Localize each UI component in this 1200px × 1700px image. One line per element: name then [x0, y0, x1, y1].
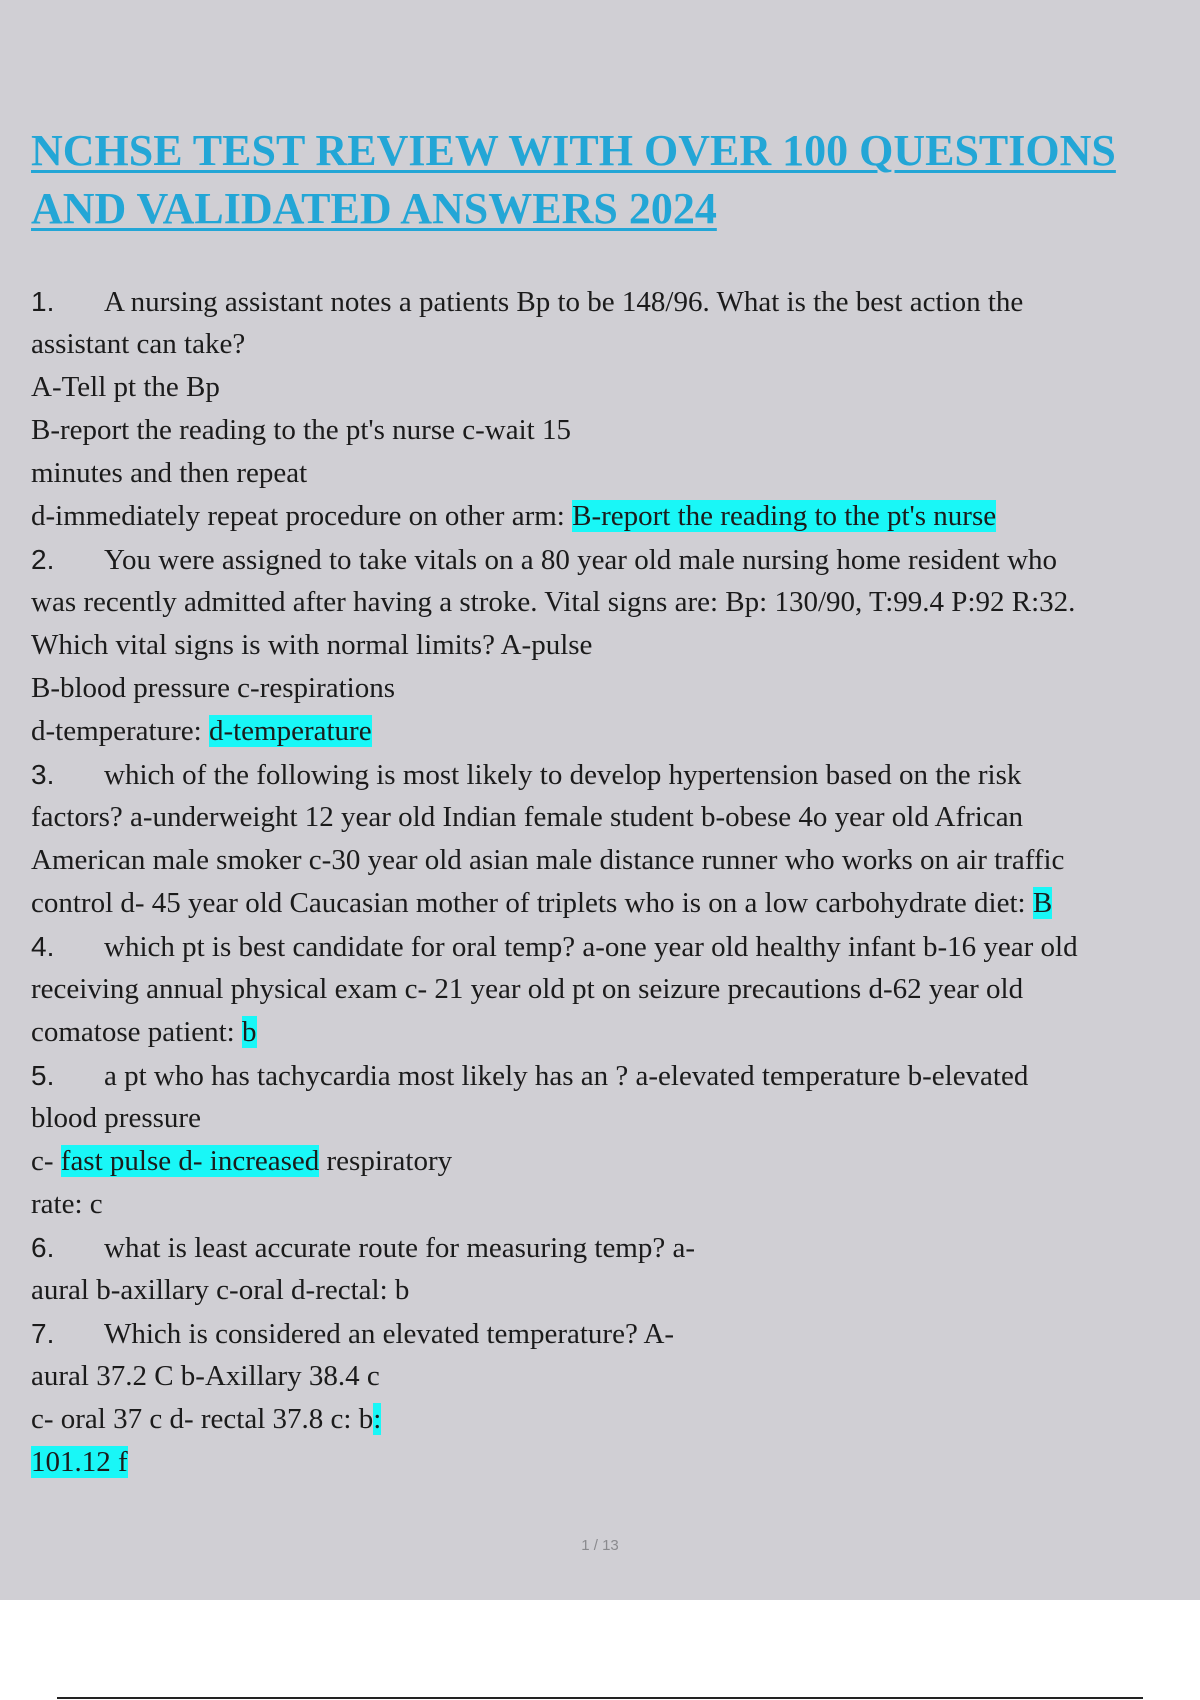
option-line: c- oral 37 c d- rectal 37.8 c: b:: [31, 1403, 382, 1435]
highlighted-answer: b: [242, 1016, 257, 1048]
question-line: 5. a pt who has tachycardia most likely has an ? a-elevated temperature b-elevated: [31, 1054, 1200, 1097]
page-indicator: 1 / 13: [581, 1537, 619, 1554]
option-line: minutes and then repeat: [31, 457, 308, 489]
question-1: [31, 280, 1200, 538]
question-line: 7. Which is considered an elevated temperature? A-: [31, 1312, 1200, 1355]
divider: [57, 1697, 1143, 1699]
question-list: [31, 280, 1200, 1484]
question-line: comatose patient: b: [31, 1016, 257, 1048]
option-line: B-report the reading to the pt's nurse c-wait 15: [31, 414, 571, 446]
question-2: [31, 538, 1200, 753]
question-6: [31, 1226, 1200, 1312]
option-line: d-temperature: d-temperature: [31, 715, 372, 747]
question-line: control d- 45 year old Caucasian mother of triplets who is on a low carbohydrate diet: B: [31, 887, 1053, 919]
question-line: 1. A nursing assistant notes a patients Bp to be 148/96. What is the best action the: [31, 280, 1200, 323]
question-line: blood pressure: [31, 1102, 201, 1134]
highlighted-answer: :: [373, 1403, 382, 1435]
question-line: was recently admitted after having a stroke. Vital signs are: Bp: 130/90, T:99.4 P:92 R:32.: [31, 586, 1076, 618]
option-line: rate: c: [31, 1188, 103, 1220]
question-line: assistant can take?: [31, 328, 246, 360]
question-number: 5.: [31, 1060, 55, 1091]
title-line-2: AND VALIDATED ANSWERS 2024: [31, 184, 717, 233]
option-line: A-Tell pt the Bp: [31, 371, 220, 403]
question-line: 4. which pt is best candidate for oral temp? a-one year old healthy infant b-16 year old: [31, 925, 1200, 968]
question-number: 2.: [31, 544, 55, 575]
question-line: 2. You were assigned to take vitals on a 80 year old male nursing home resident who: [31, 538, 1200, 581]
highlighted-answer: 101.12 f: [31, 1446, 128, 1478]
question-line: 3. which of the following is most likely to develop hypertension based on the risk: [31, 753, 1200, 796]
question-number: 7.: [31, 1318, 55, 1349]
question-number: 4.: [31, 931, 55, 962]
question-number: 6.: [31, 1232, 55, 1263]
question-number: 1.: [31, 286, 55, 317]
option-line: d-immediately repeat procedure on other arm: B-report the reading to the pt's nurse: [31, 500, 997, 532]
question-5: [31, 1054, 1200, 1226]
question-line: factors? a-underweight 12 year old Indian female student b-obese 4o year old African: [31, 801, 1024, 833]
option-line: B-blood pressure c-respirations: [31, 672, 396, 704]
option-line: aural 37.2 C b-Axillary 38.4 c: [31, 1360, 380, 1392]
question-7: [31, 1312, 1200, 1484]
question-line: receiving annual physical exam c- 21 year old pt on seizure precautions d-62 year old: [31, 973, 1024, 1005]
highlighted-answer: fast pulse d- increased: [60, 1145, 320, 1177]
option-line: c- fast pulse d- increased respiratory: [31, 1145, 453, 1177]
option-line: [31, 1441, 1200, 1484]
highlighted-answer: B-report the reading to the pt's nurse: [572, 500, 997, 532]
question-4: [31, 925, 1200, 1054]
document-title: [31, 122, 1181, 238]
title-line-1: NCHSE TEST REVIEW WITH OVER 100 QUESTIONS: [31, 126, 1116, 175]
option-line: aural b-axillary c-oral d-rectal: b: [31, 1274, 410, 1306]
question-line: Which vital signs is with normal limits? A-pulse: [31, 629, 593, 661]
question-line: 6. what is least accurate route for measuring temp? a-: [31, 1226, 1200, 1269]
highlighted-answer: d-temperature: [208, 715, 372, 747]
question-line: American male smoker c-30 year old asian male distance runner who works on air traffic: [31, 844, 1065, 876]
highlighted-answer: B: [1032, 887, 1053, 919]
question-3: [31, 753, 1200, 925]
question-number: 3.: [31, 759, 55, 790]
